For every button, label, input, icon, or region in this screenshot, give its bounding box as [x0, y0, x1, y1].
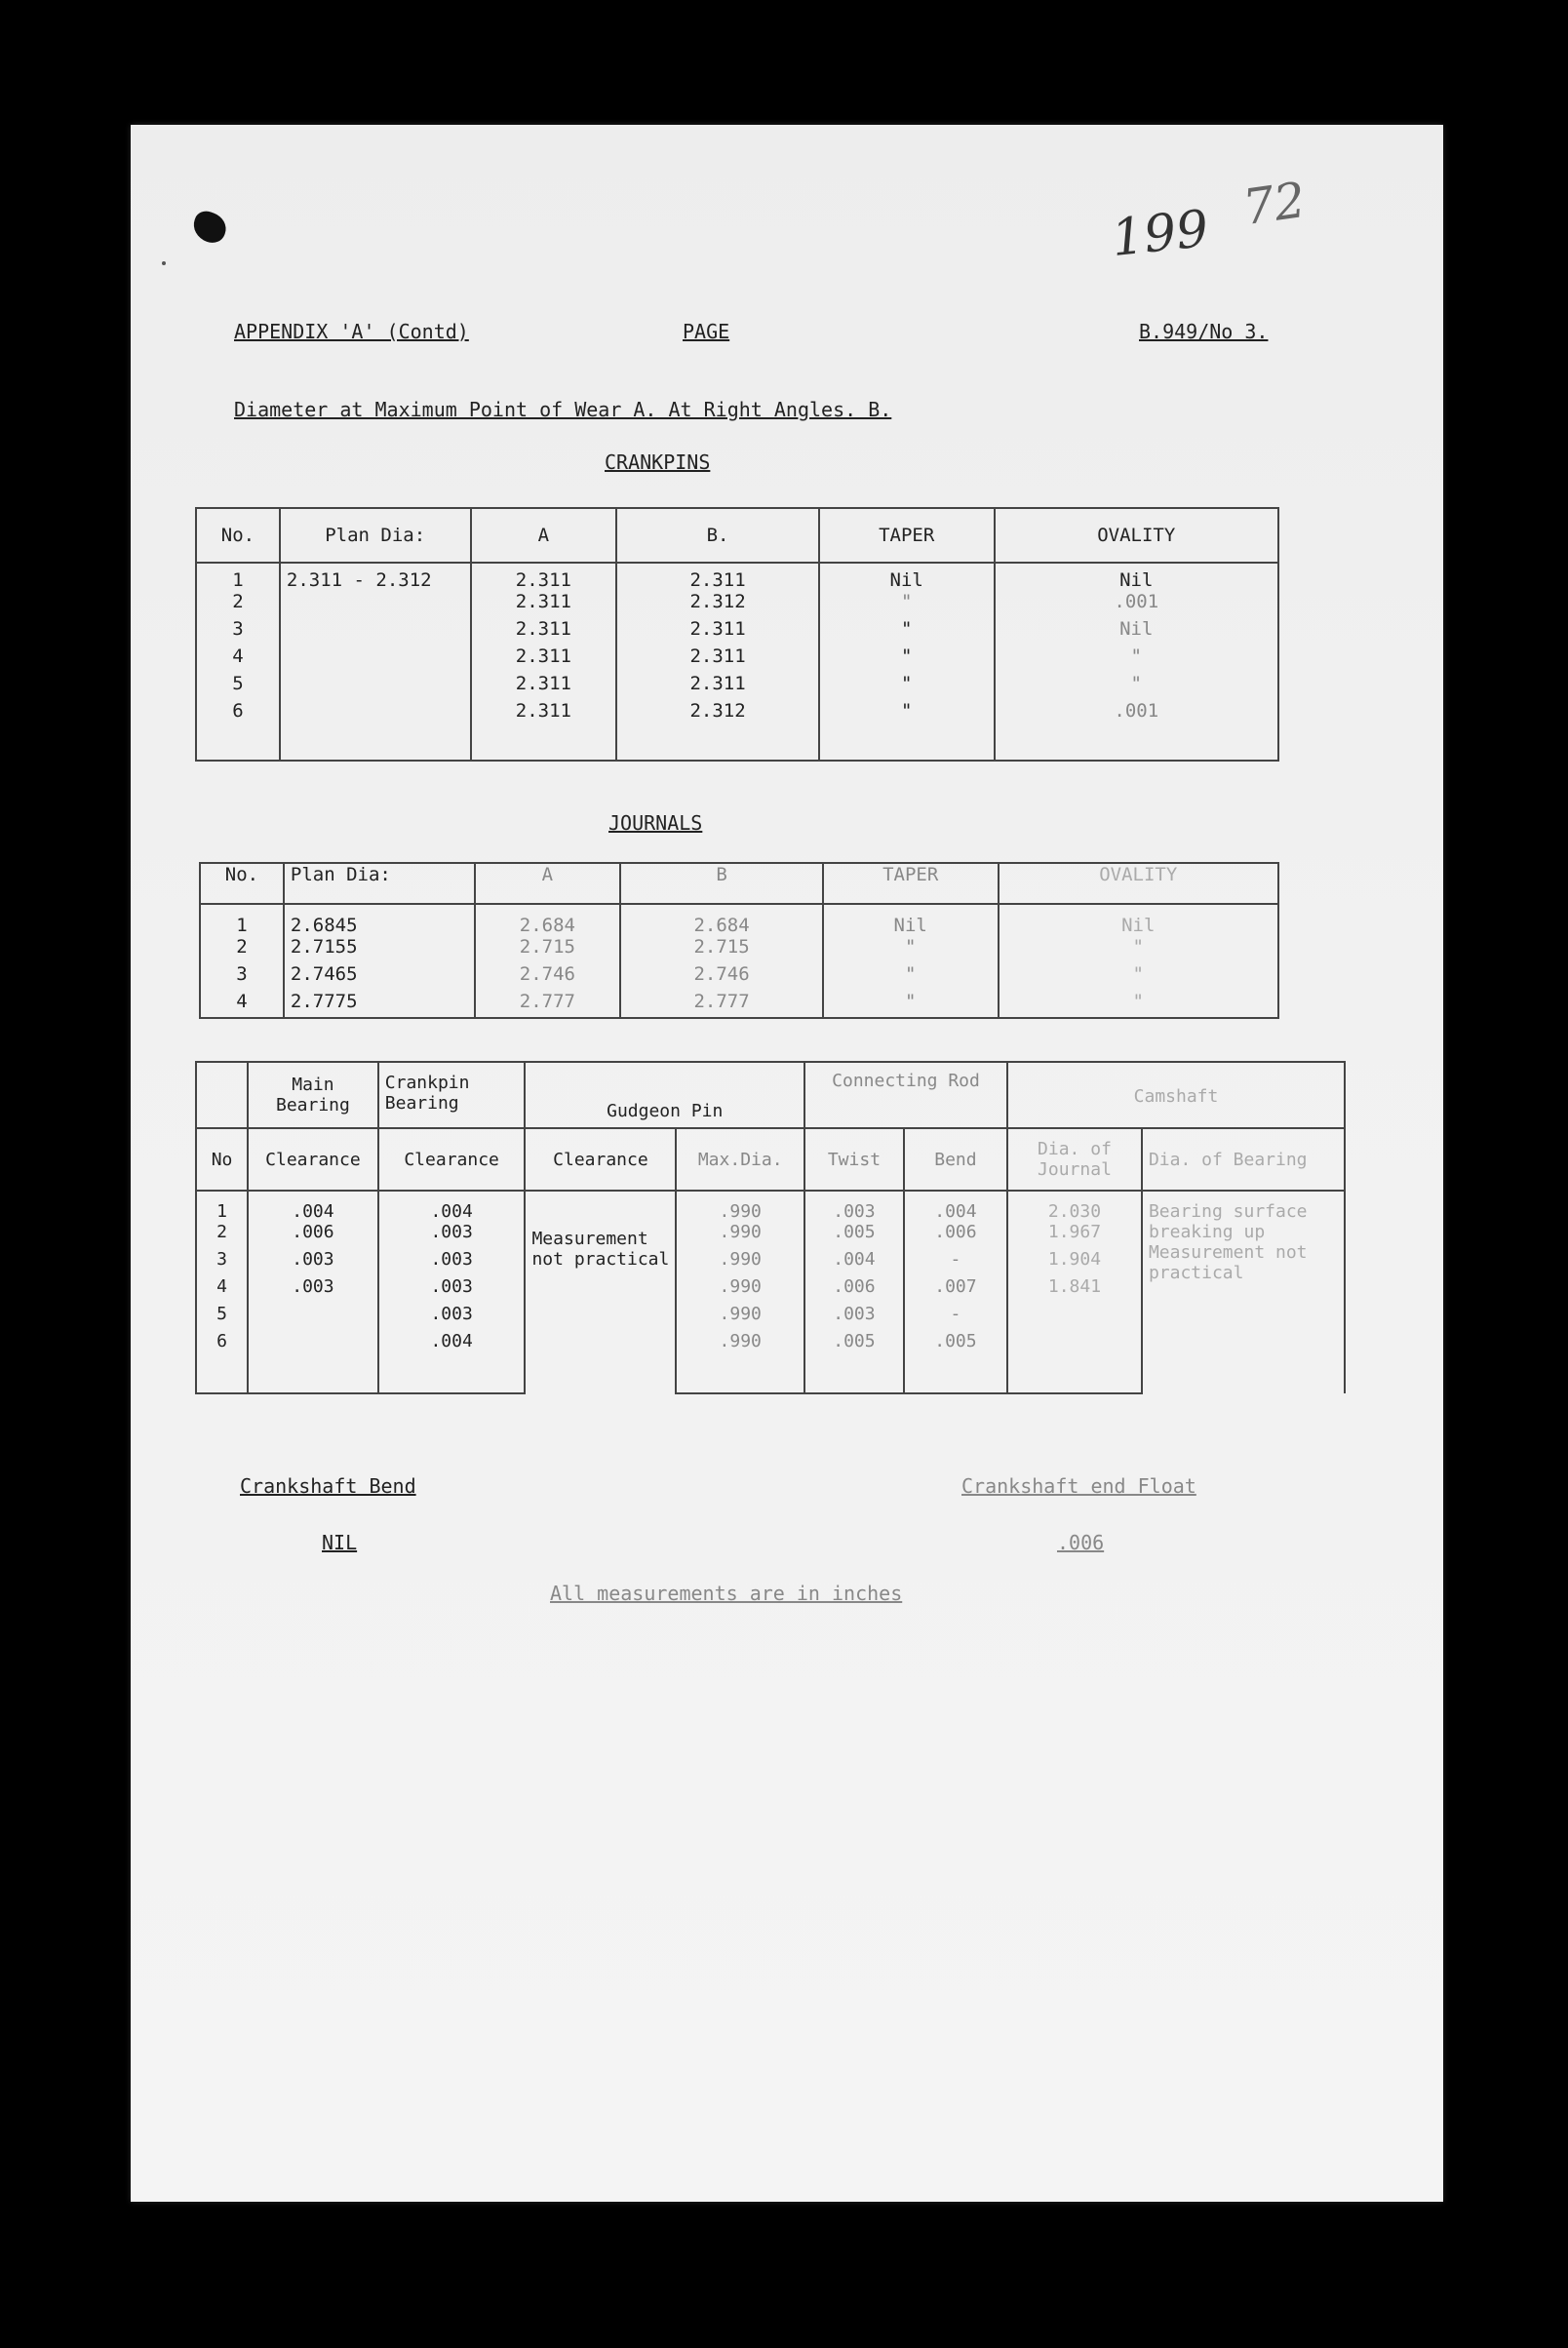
journals-header: No. [200, 863, 284, 904]
table-cell: .001 [995, 591, 1278, 618]
gudgeon-note: Measurement not practical [525, 1191, 676, 1393]
sub-header: Dia. of Bearing [1142, 1128, 1345, 1191]
sub-header: Bend [904, 1128, 1007, 1191]
table-cell: .003 [378, 1222, 526, 1249]
table-cell: .003 [804, 1191, 904, 1222]
table-cell: 2.684 [620, 904, 823, 936]
journals-title: JOURNALS [608, 811, 703, 835]
table-cell: .004 [804, 1249, 904, 1276]
table-cell: 1 [196, 563, 280, 591]
table-cell: 4 [200, 991, 284, 1018]
journals-header: B [620, 863, 823, 904]
crankshaft-float-value: .006 [1057, 1531, 1105, 1554]
measurements-note: All measurements are in inches [550, 1582, 903, 1605]
table-cell: 2.684 [475, 904, 621, 936]
table-cell: Nil [999, 904, 1278, 936]
sub-header: Clearance [525, 1128, 676, 1191]
main-bearing-header: Main Bearing [248, 1062, 378, 1128]
table-cell: " [823, 963, 999, 991]
table-cell: 3 [196, 1249, 248, 1276]
handwritten-ref: 199 [1109, 199, 1212, 269]
table-cell: .990 [676, 1249, 804, 1276]
table-row [196, 591, 1278, 618]
table-cell: Nil [995, 618, 1278, 646]
sub-header-row [196, 1128, 1345, 1191]
camshaft-note: Bearing surface breaking up Measurement not practical [1142, 1191, 1345, 1393]
table-cell: 4 [196, 1276, 248, 1304]
table-cell: .990 [676, 1331, 804, 1393]
table-row [196, 618, 1278, 646]
table-cell: 2.777 [620, 991, 823, 1018]
table-cell: .003 [804, 1304, 904, 1331]
table-cell: Nil [823, 904, 999, 936]
table-cell: 3 [196, 618, 280, 646]
handwritten-ref-2: 72 [1239, 171, 1310, 237]
crankpins-header: B. [616, 508, 819, 563]
table-cell: 2.6845 [284, 904, 475, 936]
table-cell [248, 1304, 378, 1331]
table-cell: 2.777 [475, 991, 621, 1018]
appendix-label: APPENDIX 'A' (Contd) [234, 320, 469, 343]
table-cell: .005 [804, 1222, 904, 1249]
table-cell: " [995, 646, 1278, 673]
table-cell: 2.311 [471, 673, 617, 700]
table-cell: " [823, 991, 999, 1018]
table-cell: 2.715 [620, 936, 823, 963]
table-cell: .001 [995, 700, 1278, 761]
table-cell: " [999, 963, 1278, 991]
table-cell: 2.311 [471, 563, 617, 591]
table-cell [280, 673, 471, 700]
crankpins-header: TAPER [819, 508, 995, 563]
table-row [196, 563, 1278, 591]
table-cell: .004 [378, 1191, 526, 1222]
table-cell: 1.904 [1007, 1249, 1142, 1276]
connecting-rod-header: Connecting Rod [804, 1062, 1007, 1128]
sub-header: Max.Dia. [676, 1128, 804, 1191]
table-cell: .003 [378, 1276, 526, 1304]
table-row [200, 904, 1278, 936]
table-cell: .005 [804, 1331, 904, 1393]
journals-header: A [475, 863, 621, 904]
crankpin-bearing-header: Crankpin Bearing [378, 1062, 526, 1128]
table-cell: 2.746 [620, 963, 823, 991]
table-cell: .005 [904, 1331, 1007, 1393]
table-cell [280, 618, 471, 646]
table-cell: - [904, 1304, 1007, 1331]
table-cell: " [999, 991, 1278, 1018]
table-cell: - [904, 1249, 1007, 1276]
table-cell: 1 [196, 1191, 248, 1222]
table-cell: 2.311 [471, 618, 617, 646]
crankpins-header-row [196, 508, 1278, 563]
crankshaft-bend-value: NIL [322, 1531, 358, 1554]
table-cell [248, 1331, 378, 1393]
table-cell: 2.311 [616, 673, 819, 700]
table-cell: " [823, 936, 999, 963]
table-cell: 2.715 [475, 936, 621, 963]
table-cell [1007, 1304, 1142, 1331]
table-cell: 2 [196, 591, 280, 618]
crankpins-header: A [471, 508, 617, 563]
table-cell: 1.967 [1007, 1222, 1142, 1249]
table-cell: 2.312 [616, 700, 819, 761]
table-cell: 4 [196, 646, 280, 673]
table-cell: " [999, 936, 1278, 963]
table-cell: .006 [248, 1222, 378, 1249]
table-cell: 2.7775 [284, 991, 475, 1018]
table-cell: .003 [248, 1276, 378, 1304]
table-cell: .004 [378, 1331, 526, 1393]
table-cell: 2.311 [471, 646, 617, 673]
table-cell [280, 591, 471, 618]
table-cell: " [819, 646, 995, 673]
crankpins-header: OVALITY [995, 508, 1278, 563]
table-cell: 2.312 [616, 591, 819, 618]
table-cell: " [995, 673, 1278, 700]
table-cell: 2.311 [471, 591, 617, 618]
table-cell: 2.311 [471, 700, 617, 761]
table-cell: .990 [676, 1222, 804, 1249]
sub-header: Clearance [378, 1128, 526, 1191]
table-row [196, 646, 1278, 673]
reference-number: B.949/No 3. [1139, 320, 1269, 343]
clearances-table [195, 1061, 1346, 1394]
journals-header: Plan Dia: [284, 863, 475, 904]
table-cell: " [819, 673, 995, 700]
table-cell: .004 [904, 1191, 1007, 1222]
table-cell: 2.030 [1007, 1191, 1142, 1222]
table-cell: Nil [819, 563, 995, 591]
crankpins-table [195, 507, 1279, 762]
table-row [200, 936, 1278, 963]
table-row [196, 1191, 1345, 1222]
blank-header [196, 1062, 248, 1128]
table-cell: 2.311 - 2.312 [280, 563, 471, 591]
table-cell: " [819, 700, 995, 761]
table-row [196, 673, 1278, 700]
table-cell: 2 [200, 936, 284, 963]
table-cell: 2.311 [616, 646, 819, 673]
table-row [196, 700, 1278, 761]
table-cell: 5 [196, 1304, 248, 1331]
table-cell: .003 [378, 1249, 526, 1276]
table-cell: 1.841 [1007, 1276, 1142, 1304]
table-cell: .990 [676, 1304, 804, 1331]
table-cell: " [819, 618, 995, 646]
sub-header: Twist [804, 1128, 904, 1191]
table-cell [280, 646, 471, 673]
journals-header: TAPER [823, 863, 999, 904]
group-header-row [196, 1062, 1345, 1128]
crankpins-title: CRANKPINS [605, 450, 711, 474]
table-cell: 2.7465 [284, 963, 475, 991]
sub-header: Dia. of Journal [1007, 1128, 1142, 1191]
speck [162, 261, 166, 265]
crankpins-header: Plan Dia: [280, 508, 471, 563]
table-cell: .006 [904, 1222, 1007, 1249]
table-cell: 5 [196, 673, 280, 700]
table-cell: .004 [248, 1191, 378, 1222]
table-cell: .006 [804, 1276, 904, 1304]
table-cell: 6 [196, 700, 280, 761]
table-row [200, 991, 1278, 1018]
table-cell: 2.7155 [284, 936, 475, 963]
table-cell: 2 [196, 1222, 248, 1249]
table-cell: .003 [378, 1304, 526, 1331]
crankpins-header: No. [196, 508, 280, 563]
sub-header: Clearance [248, 1128, 378, 1191]
table-cell [280, 700, 471, 761]
table-cell: 3 [200, 963, 284, 991]
crankshaft-bend-label: Crankshaft Bend [240, 1474, 416, 1498]
gudgeon-pin-header: Gudgeon Pin [525, 1062, 804, 1128]
table-row [200, 963, 1278, 991]
journals-header: OVALITY [999, 863, 1278, 904]
table-cell: 2.311 [616, 563, 819, 591]
table-cell: .007 [904, 1276, 1007, 1304]
table-cell: " [819, 591, 995, 618]
table-cell: .990 [676, 1276, 804, 1304]
table-cell: 2.746 [475, 963, 621, 991]
sub-header: No [196, 1128, 248, 1191]
table-cell: 2.311 [616, 618, 819, 646]
table-cell: 1 [200, 904, 284, 936]
page-label: PAGE [683, 320, 730, 343]
table-cell: Nil [995, 563, 1278, 591]
crankshaft-float-label: Crankshaft end Float [961, 1474, 1196, 1498]
journals-header-row [200, 863, 1278, 904]
table-cell: 6 [196, 1331, 248, 1393]
camshaft-header: Camshaft [1007, 1062, 1345, 1128]
table-cell: .003 [248, 1249, 378, 1276]
table-cell: .990 [676, 1191, 804, 1222]
table-cell [1007, 1331, 1142, 1393]
diameter-caption: Diameter at Maximum Point of Wear A. At Right Angles. B. [234, 398, 892, 421]
journals-table [199, 862, 1279, 1019]
